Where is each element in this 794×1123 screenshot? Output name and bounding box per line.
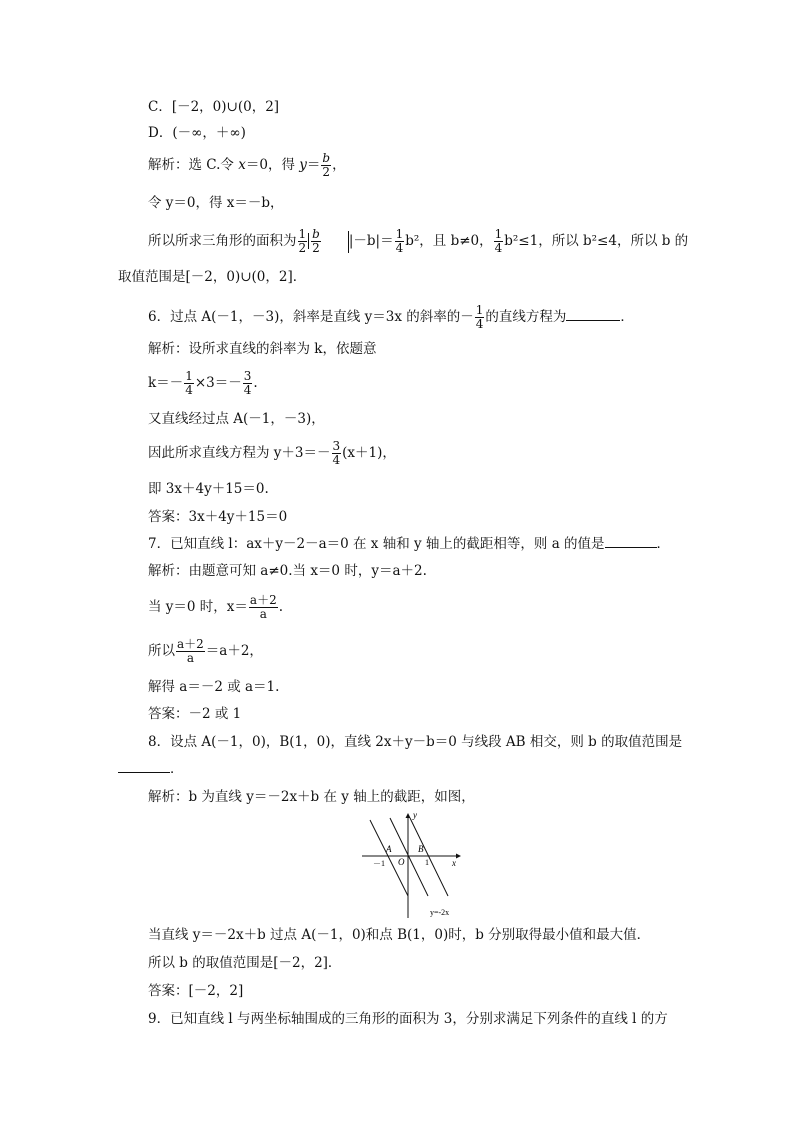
solution-6-line5: 即 3x＋4y＋15＝0. (148, 481, 269, 497)
solution-7-line1: 解析：由题意可知 a≠0.当 x＝0 时，y＝a＋2. (148, 563, 427, 579)
solution-6-line1: 解析：设所求直线的斜率为 k，依题意 (148, 341, 377, 357)
point-a-label: A (386, 844, 392, 854)
answer-6: 答案：3x＋4y＋15＝0 (148, 509, 288, 525)
solution-5-line3: 所以所求三角形的面积为 $\frac{1}{2}$ $\frac{b}{2}$ |－b|＝ $\frac{1}{4}$ b²，且 b≠0， $\frac{1}{4}$ b²≤1，所以 b²≤4，所以 b 的 (148, 227, 689, 255)
solution-5-line4: 取值范围是[－2，0)∪(0，2]． (118, 269, 307, 285)
point-b-label: B (418, 844, 424, 854)
solution-6-line4: 因此所求直线方程为 y＋3＝－ $\frac{3}{4}$ (x＋1)， (148, 439, 396, 467)
origin-label: O (398, 857, 405, 867)
solution-6-line2: k＝－ $\frac{1}{4}$ ×3＝－ $\frac{3}{4}$ . (148, 369, 258, 397)
solution-5-line2: 令 y＝0，得 x＝－b， (148, 195, 284, 211)
y-label: y (413, 812, 417, 820)
solution-8-line3: 所以 b 的取值范围是[－2，2]． (148, 955, 342, 971)
answer-blank (605, 535, 657, 548)
question-7: 7．已知直线 l：ax＋y－2－a＝0 在 x 轴和 y 轴上的截距相等，则 a 的值是 ． (148, 536, 671, 552)
tick-neg1: －1 (373, 859, 385, 868)
answer-8: 答案：[－2，2] (148, 983, 244, 999)
solution-7-line3: 所以 $\frac{a+2}{a}$ ＝a＋2， (148, 637, 263, 665)
answer-blank (566, 308, 620, 321)
solution-8-line2: 当直线 y＝－2x＋b 过点 A(－1，0)和点 B(1，0)时，b 分别取得最小值和最大值． (148, 927, 651, 943)
question-8: 8．设点 A(－1，0)，B(1，0)，直线 2x＋y－b＝0 与线段 AB 相交，则 b 的取值范围是 (148, 734, 683, 750)
answer-7: 答案：－2 或 1 (148, 706, 242, 722)
x-label: x (452, 858, 456, 868)
option-c: C．[－2，0)∪(0，2] (148, 99, 280, 115)
line-label: y=-2x (430, 908, 450, 917)
answer-blank (118, 760, 170, 773)
solution-7-line4: 解得 a＝－2 或 a＝1. (148, 679, 280, 695)
line-y-neg2x (390, 818, 428, 896)
line-graph-figure (362, 812, 462, 920)
line-through-b (410, 818, 448, 896)
question-8-blank-line: ． (118, 760, 184, 778)
solution-5-line1: 解析：选 C.令 x＝0，得 y＝ $\frac{b}{2}$ ， (148, 151, 346, 179)
option-d: D．(－∞，＋∞) (148, 125, 246, 141)
solution-7-line2: 当 y＝0 时，x＝ $\frac{a+2}{a}$ . (148, 593, 284, 621)
solution-8-line1: 解析：b 为直线 y＝－2x＋b 在 y 轴上的截距，如图， (148, 789, 475, 805)
solution-6-line3: 又直线经过点 A(－1，－3)， (148, 411, 325, 427)
tick-1: 1 (425, 858, 429, 867)
question-9: 9．已知直线 l 与两坐标轴围成的三角形的面积为 3，分别求满足下列条件的直线 l 的方 (148, 1011, 668, 1027)
question-6: 6．过点 A(－1，－3)，斜率是直线 y＝3x 的斜率的－ $\frac{1}{4}$ 的直线方程为 ． (148, 303, 634, 331)
fraction: $\frac{b}{2}$ (322, 151, 331, 179)
